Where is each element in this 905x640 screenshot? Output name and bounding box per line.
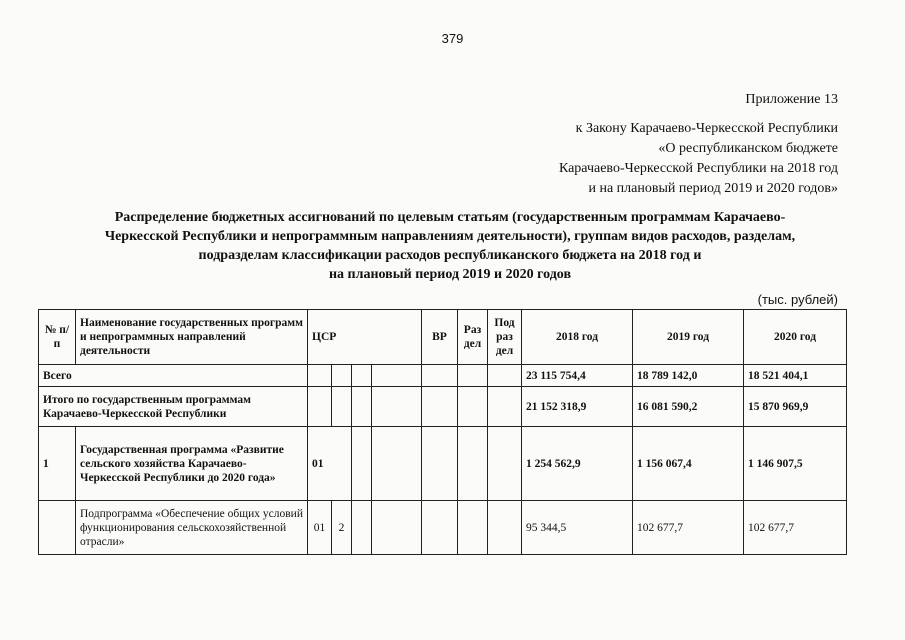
- row-name: Государственная программа «Развитие сельского хозяйства Карачаево-Черкесской Республики до 2020 года»: [76, 427, 308, 501]
- row-value-2020: 15 870 969,9: [744, 387, 847, 427]
- page-number: 379: [441, 31, 464, 46]
- row-value-2020: 18 521 404,1: [744, 365, 847, 387]
- row-razdel: [458, 387, 488, 427]
- row-csr-3: [352, 427, 372, 501]
- law-reference-line: к Закону Карачаево-Черкесской Республики: [575, 121, 838, 136]
- row-razdel: [458, 501, 488, 555]
- row-value-2019: 18 789 142,0: [633, 365, 744, 387]
- row-value-2020: 102 677,7: [744, 501, 847, 555]
- table-row: [39, 427, 847, 501]
- document-title-line: Распределение бюджетных ассигнований по целевым статьям (государственным программам Карачаево-: [114, 210, 786, 225]
- header-num: № п/п: [39, 310, 76, 365]
- table-row: [39, 387, 847, 427]
- document-title-line: Черкесской Республики и непрограммным направлениям деятельности), группам видов расходов, разделам,: [104, 229, 796, 244]
- row-vr: [422, 387, 458, 427]
- row-value-2018: 95 344,5: [522, 501, 633, 555]
- law-reference-line: Карачаево-Черкесской Республики на 2018 год: [558, 161, 838, 176]
- row-value-2018: 23 115 754,4: [522, 365, 633, 387]
- table-header-row: [39, 310, 847, 365]
- row-podrazdel: [488, 427, 522, 501]
- row-csr-4: [372, 427, 422, 501]
- row-vr: [422, 501, 458, 555]
- header-name: Наименование государственных программ и непрограммных направлений деятельности: [76, 310, 308, 365]
- row-value-2020: 1 146 907,5: [744, 427, 847, 501]
- row-csr-3: [352, 387, 372, 427]
- row-num: [39, 501, 76, 555]
- row-csr-2: 2: [332, 501, 352, 555]
- row-value-2019: 102 677,7: [633, 501, 744, 555]
- row-razdel: [458, 365, 488, 387]
- table-row: [39, 501, 847, 555]
- row-csr-2: [332, 387, 352, 427]
- row-vr: [422, 365, 458, 387]
- table-row: [39, 365, 847, 387]
- row-csr-3: [352, 365, 372, 387]
- row-name: Подпрограмма «Обеспечение общих условий функционирования сельскохозяйственной отрасли»: [76, 501, 308, 555]
- budget-table: [38, 309, 847, 555]
- header-2018: 2018 год: [522, 310, 633, 365]
- row-razdel: [458, 427, 488, 501]
- row-csr-4: [372, 365, 422, 387]
- row-value-2018: 21 152 318,9: [522, 387, 633, 427]
- row-csr-1: [308, 387, 332, 427]
- document-title: [60, 208, 840, 284]
- law-reference-line: «О республиканском бюджете: [658, 141, 838, 156]
- units-label: (тыс. рублей): [757, 292, 838, 307]
- row-podrazdel: [488, 387, 522, 427]
- row-csr-2: [332, 365, 352, 387]
- row-num: 1: [39, 427, 76, 501]
- row-csr-4: [372, 501, 422, 555]
- row-vr: [422, 427, 458, 501]
- row-podrazdel: [488, 365, 522, 387]
- law-reference-line: и на плановый период 2019 и 2020 годов»: [588, 181, 838, 196]
- header-podrazdel: Под раз дел: [488, 310, 522, 365]
- header-2020: 2020 год: [744, 310, 847, 365]
- header-csr: ЦСР: [308, 310, 422, 365]
- row-csr-3: [352, 501, 372, 555]
- row-value-2019: 1 156 067,4: [633, 427, 744, 501]
- row-csr-1: 01: [308, 501, 332, 555]
- row-csr-1: 01: [308, 427, 352, 501]
- header-vr: ВР: [422, 310, 458, 365]
- header-razdel: Раз дел: [458, 310, 488, 365]
- header-2019: 2019 год: [633, 310, 744, 365]
- row-name: Всего: [39, 365, 308, 387]
- row-value-2019: 16 081 590,2: [633, 387, 744, 427]
- row-csr-1: [308, 365, 332, 387]
- document-title-line: на плановый период 2019 и 2020 годов: [328, 267, 572, 282]
- row-name: Итого по государственным программам Карачаево-Черкесской Республики: [39, 387, 308, 427]
- row-podrazdel: [488, 501, 522, 555]
- row-csr-4: [372, 387, 422, 427]
- law-reference: [559, 119, 838, 199]
- row-value-2018: 1 254 562,9: [522, 427, 633, 501]
- document-title-line: подразделам классификации расходов республиканского бюджета на 2018 год и: [198, 248, 702, 263]
- appendix-label: Приложение 13: [745, 92, 838, 107]
